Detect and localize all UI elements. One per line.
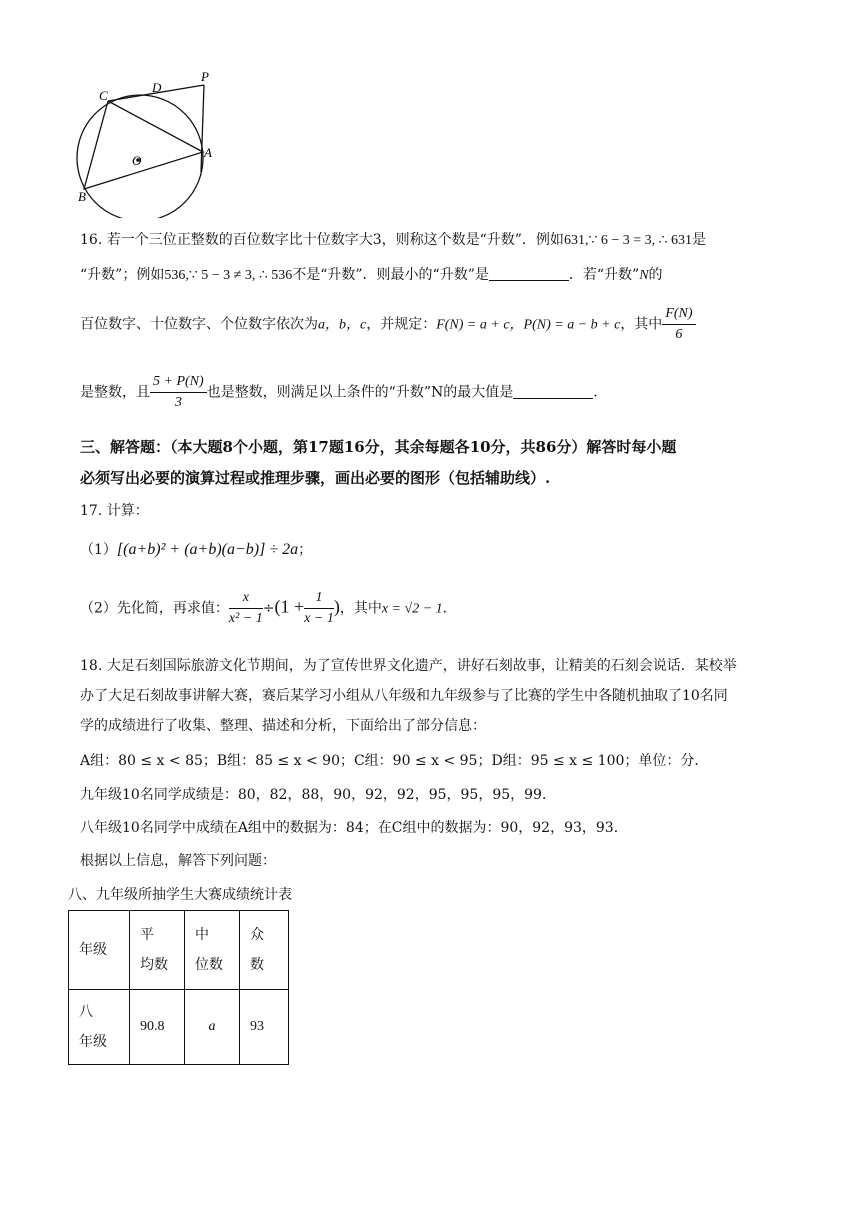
label-d: D [152, 80, 162, 95]
geometry-figure [70, 68, 230, 218]
header-grade: 年级 [69, 911, 130, 990]
label-b: B [78, 189, 86, 204]
q18-line7: 根据以上信息，解答下列问题： [80, 853, 276, 869]
label-c: C [99, 88, 108, 103]
q18-line4: A组：80 ≤ x < 85；B组：85 ≤ x < 90；C组：90 ≤ x < 95；D组：95 ≤ x ≤ 100；单位：分． [80, 753, 709, 769]
q16-line1: 16. 若一个三位正整数的百位数字比十位数字大3，则称这个数是“升数”．例如631,∵ 6 − 3 = 3, ∴ 631是 [80, 232, 707, 248]
header-median: 中 位数 [185, 911, 240, 990]
header-mean: 平 均数 [130, 911, 185, 990]
label-p: P [201, 69, 209, 84]
fraction-fn-6: $\frac{F(N)}{6}$ [662, 304, 695, 345]
fraction-x-x2m1: $\frac{x}{\text{x² − 1}}$ [228, 590, 263, 626]
answer-blank-2[interactable] [513, 384, 593, 399]
fraction-1-xm1: $\frac{1}{x - 1}$ [304, 590, 334, 626]
q18-line6: 八年级10名同学中成绩在A组中的数据为：84；在C组中的数据为：90，92，93，93． [80, 820, 628, 836]
table-row [69, 990, 289, 1065]
q18-line3: 学的成绩进行了收集、整理、描述和分析，下面给出了部分信息： [80, 718, 486, 734]
cell-mode: 93 [240, 990, 289, 1065]
label-a: A [204, 145, 212, 160]
cell-median: a [185, 990, 240, 1065]
q16-line3: 百位数字、十位数字、个位数字依次为a，b，c，并规定：F(N) = a + c，P(N) = a − b + c，其中 $\frac{F(N)}{6}$ [80, 304, 696, 345]
section3-line1: 三、解答题：（本大题8个小题，第17题16分，其余每题各10分，共86分）解答时每小题 [80, 438, 677, 456]
cell-mean: 90.8 [130, 990, 185, 1065]
q18-line5: 九年级10名同学成绩是：80，82，88，90，92，92，95，95，95，99． [80, 787, 556, 803]
cell-grade: 八 年级 [69, 990, 130, 1065]
table-header-row [69, 911, 289, 990]
q16-line2: “升数”；例如536,∵ 5 − 3 ≠ 3, ∴ 536不是“升数”．则最小的“升数”是 ．若“升数”N的 [80, 267, 663, 283]
answer-blank-1[interactable] [489, 266, 569, 281]
label-o: O [132, 153, 142, 168]
q17-title: 17. 计算： [80, 503, 149, 519]
q17-part1: （1）[(a+b)² + (a+b)(a−b)] ÷ 2a； [80, 541, 313, 558]
q18-line2: 办了大足石刻故事讲解大赛，赛后某学习小组从八年级和九年级参与了比赛的学生中各随机抽取了10名同 [80, 688, 728, 704]
fraction-5pn-3: $\frac{5 + P(N)}{3}$ [150, 372, 207, 413]
q16-line4: 是整数，且 $\frac{5 + P(N)}{3}$ 也是整数，则满足以上条件的“升数”N的最大值是 . [80, 372, 598, 413]
header-mode: 众 数 [240, 911, 289, 990]
q17-part2: （2）先化简，再求值： $\frac{x}{\text{x² − 1}}$ ÷(1 + $\frac{1}{x - 1}$ )，其中x = √2 − 1. [80, 588, 447, 629]
q18-line1: 18. 大足石刻国际旅游文化节期间，为了宣传世界文化遗产，讲好石刻故事，让精美的石刻会说话．某校举 [80, 658, 737, 674]
section3-line2: 必须写出必要的演算过程或推理步骤，画出必要的图形（包括辅助线）. [80, 469, 551, 487]
table-caption: 八、九年级所抽学生大赛成绩统计表 [68, 887, 292, 903]
score-statistics-table [68, 910, 289, 1065]
